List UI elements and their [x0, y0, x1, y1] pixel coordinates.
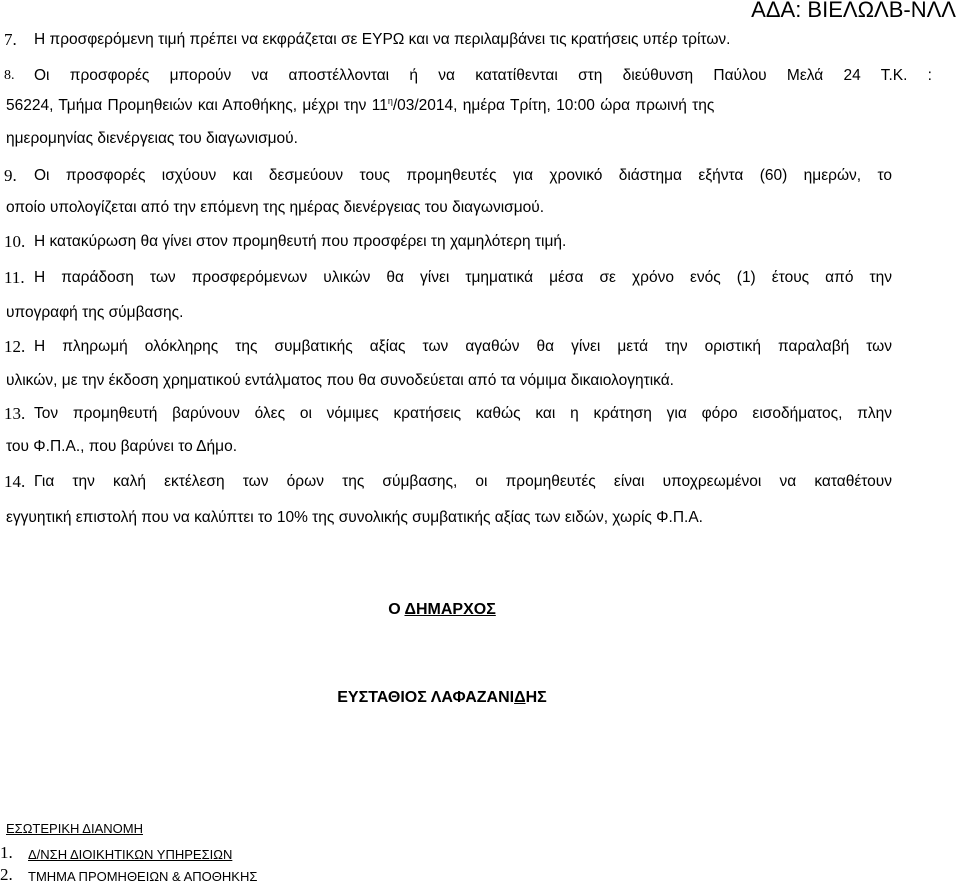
- signature-name: ΕΥΣΤΑΘΙΟΣ ΛΑΦΑΖΑΝΙΔΗΣ: [337, 689, 547, 706]
- item-number: 8.: [4, 68, 15, 83]
- item-number: 9.: [4, 166, 17, 185]
- item-text-line: Η προσφερόμενη τιμή πρέπει να εκφράζεται σε ΕΥΡΩ και να περιλαμβάνει τις κρατήσεις υπέρ τρίτων.: [34, 31, 731, 48]
- signature-title: Ο ΔΗΜΑΡΧΟΣ: [388, 601, 496, 618]
- item-text-line: υπογραφή της σύμβασης.: [6, 304, 184, 321]
- item-text-line: του Φ.Π.Α., που βαρύνει το Δήμο.: [6, 438, 238, 455]
- item-text-line: οποίο υπολογίζεται από την επόμενη της ημέρας διενέργειας του διαγωνισμού.: [6, 199, 545, 216]
- distribution-heading: ΕΣΩΤΕΡΙΚΗ ΔΙΑΝΟΜΗ: [6, 821, 143, 836]
- item-number: 11.: [4, 268, 25, 287]
- item-text-line: Για την καλή εκτέλεση των όρων της σύμβασης, οι προμηθευτές είναι υποχρεωμένοι να καταθέτουν: [34, 473, 892, 490]
- item-number: 10.: [4, 232, 26, 251]
- item-text-line: Οι προσφορές μπορούν να αποστέλλονται ή να κατατίθενται στη διεύθυνση Παύλου Μελά 24 Τ.Κ. :: [34, 67, 932, 84]
- item-number: 13.: [4, 404, 26, 423]
- item-number: 14.: [4, 472, 26, 491]
- item-text-line: Τον προμηθευτή βαρύνουν όλες οι νόμιμες κρατήσεις καθώς και η κράτηση για φόρο εισοδήματος, πλην: [34, 405, 892, 422]
- ada-code: ΑΔΑ: ΒΙΕΛΩΛΒ-ΝΛΛ: [751, 0, 956, 22]
- item-text-line: εγγυητική επιστολή που να καλύπτει το 10% της συνολικής συμβατικής αξίας των ειδών, χωρίς Φ.Π.Α.: [6, 509, 703, 526]
- item-text-line: Η πληρωμή ολόκληρης της συμβατικής αξίας των αγαθών θα γίνει μετά την οριστική παραλαβή των: [34, 338, 892, 355]
- item-text-line: 56224, Τμήμα Προμηθειών και Αποθήκης, μέχρι την $11^\eta/03/2014$, ημέρα Τρίτη, 10:00 ώρα πρωινή της: [6, 95, 715, 114]
- item-text-line: υλικών, με την έκδοση χρηματικού εντάλματος που θα συνοδεύεται από τα νόμιμα δικαιολογητικά.: [6, 372, 674, 389]
- item-text-line: Η παράδοση των προσφερόμενων υλικών θα γίνει τμηματικά μέσα σε χρόνο ενός (1) έτους από την: [34, 269, 892, 286]
- item-number: 12.: [4, 337, 26, 356]
- item-text-line: ημερομηνίας διενέργειας του διαγωνισμού.: [6, 130, 298, 147]
- item-text-line: Οι προσφορές ισχύουν και δεσμεύουν τους προμηθευτές για χρονικό διάστημα εξήντα (60) ημερών, το: [34, 167, 892, 184]
- item-text-line: Η κατακύρωση θα γίνει στον προμηθευτή που προσφέρει τη χαμηλότερη τιμή.: [34, 233, 567, 250]
- item-number: 7.: [4, 30, 17, 49]
